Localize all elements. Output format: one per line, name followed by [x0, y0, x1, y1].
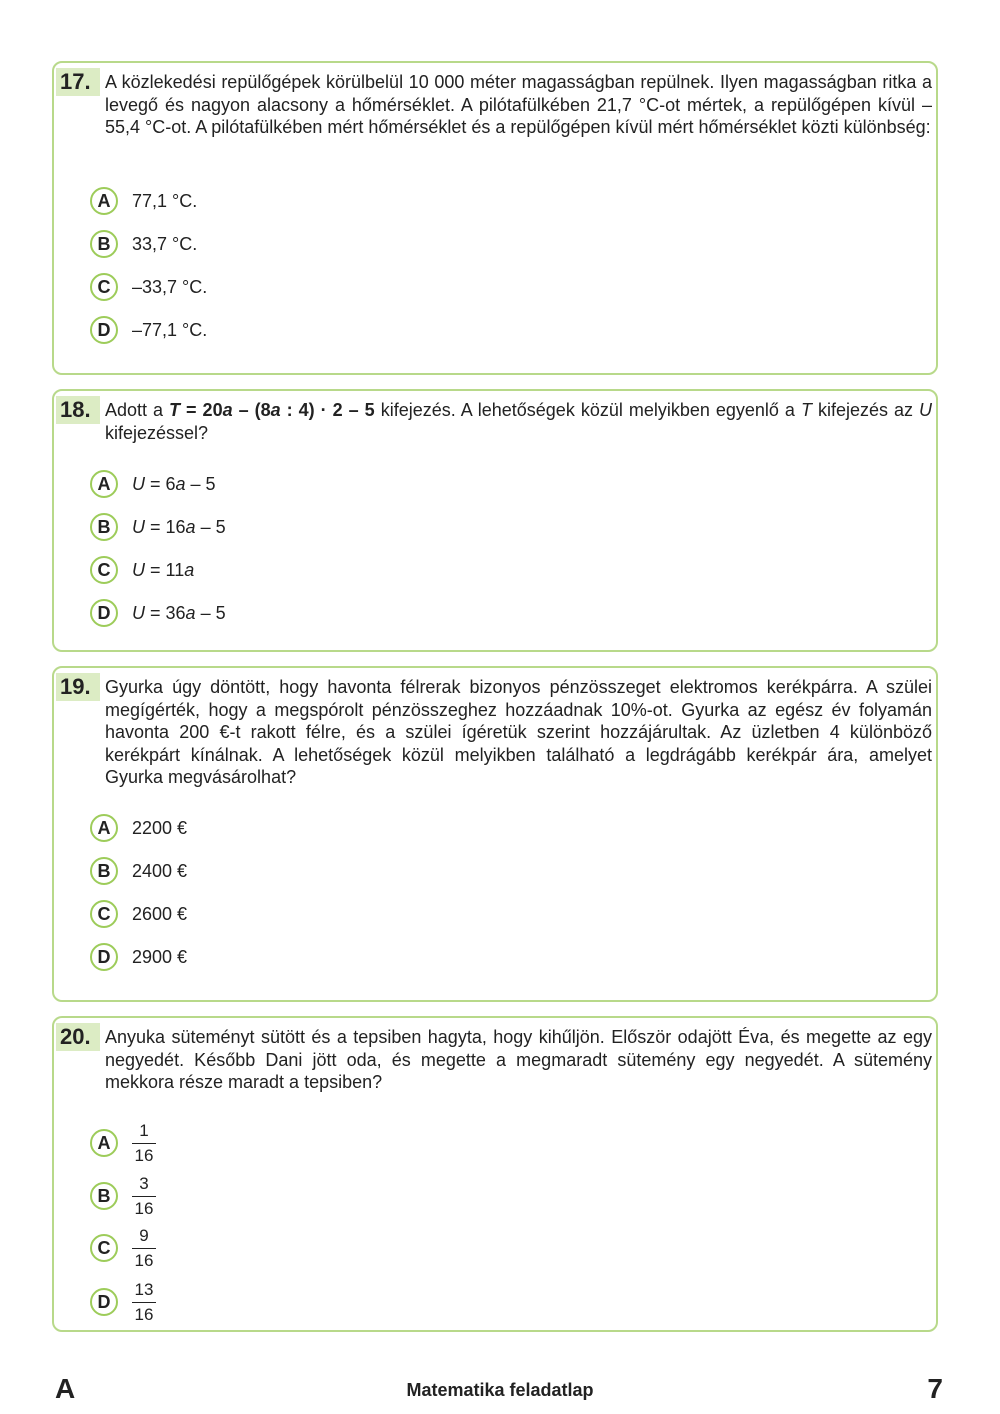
option-c[interactable]	[90, 899, 187, 929]
option-a[interactable]	[90, 186, 197, 216]
question-18	[52, 389, 938, 652]
option-fraction: $\frac{13}{16}$	[132, 1280, 156, 1325]
option-letter: A	[90, 470, 118, 498]
option-text: –77,1 °C.	[132, 319, 208, 340]
option-letter: B	[90, 1182, 118, 1210]
option-b[interactable]	[90, 512, 226, 542]
question-text: Gyurka úgy döntött, hogy havonta félrerak bizonyos pénzösszeget elektromos kerékpárra. A szülei megígérték, hogy a megspórolt pénzösszeghez hozzáadnak 10%-ot. Gyurka az egész év folyamán havonta 200 €-t rakott félre, és a szülei ígéretük szerint hozzájárultak. Az üzletben 4 különböző kerékpárt kínálnak. A lehetőségek közül melyikben található a legdrágább kerékpár ára, amelyet Gyurka megvásárolhat?	[105, 677, 932, 788]
page-number: 7	[927, 1373, 943, 1404]
question-number: 19.	[56, 673, 100, 701]
option-text: U = 6a – 5	[132, 473, 216, 494]
footer-title: Matematika feladatlap	[406, 1380, 594, 1400]
option-text: 33,7 °C.	[132, 233, 198, 254]
question-text: A közlekedési repülőgépek körülbelül 10 000 méter magasságban repülnek. Ilyen magasságban ritka a levegő és nagyon alacsony a hőmérséklet. A pilótafülkében 21,7 °C-ot mértek, a repülőgépen kívül –55,4 °C-ot. A pilótafülkében mért hőmérséklet és a repülőgépen kívül mért hőmérséklet közti különbség:	[105, 72, 932, 138]
option-fraction: $\frac{3}{16}$	[132, 1174, 156, 1219]
option-text: U = 36a – 5	[132, 602, 226, 623]
option-text: U = 16a – 5	[132, 516, 226, 537]
option-fraction: $\frac{1}{16}$	[132, 1121, 156, 1166]
option-text: U = 11a	[132, 559, 195, 580]
option-text: 2200 €	[132, 817, 188, 838]
option-c[interactable]	[90, 555, 194, 585]
option-letter: C	[90, 556, 118, 584]
option-fraction: $\frac{9}{16}$	[132, 1226, 156, 1271]
option-a[interactable]	[90, 813, 187, 843]
option-a[interactable]	[90, 1121, 156, 1165]
option-letter: A	[90, 187, 118, 215]
option-letter: D	[90, 599, 118, 627]
option-d[interactable]	[90, 1280, 156, 1324]
question-text: Anyuka süteményt sütött és a tepsiben hagyta, hogy kihűljön. Először odajött Éva, és megette az egy negyedét. Később Dani jött oda, és megette a megmaradt sütemény egy negyedét. A sütemény mekkora része maradt a tepsiben?	[105, 1027, 932, 1093]
option-letter: D	[90, 943, 118, 971]
footer-variant: A	[55, 1373, 76, 1404]
option-letter: B	[90, 513, 118, 541]
option-letter: B	[90, 857, 118, 885]
option-letter: D	[90, 316, 118, 344]
question-number: 18.	[56, 396, 100, 424]
option-text: 77,1 °C.	[132, 190, 198, 211]
option-letter: C	[90, 1234, 118, 1262]
option-d[interactable]	[90, 942, 187, 972]
option-letter: B	[90, 230, 118, 258]
option-letter: D	[90, 1288, 118, 1316]
option-letter: A	[90, 1129, 118, 1157]
option-text: 2400 €	[132, 860, 188, 881]
option-text: –33,7 °C.	[132, 276, 208, 297]
question-17	[52, 61, 938, 375]
option-text: 2900 €	[132, 946, 188, 967]
option-b[interactable]	[90, 856, 187, 886]
option-a[interactable]	[90, 469, 216, 499]
question-text: Adott a T = 20a – (8a : 4) · 2 – 5 kifejezés. A lehetőségek közül melyikben egyenlő a T kifejezés az U kifejezéssel?	[105, 400, 932, 443]
option-c[interactable]	[90, 272, 207, 302]
option-d[interactable]	[90, 315, 207, 345]
option-b[interactable]	[90, 1174, 156, 1218]
question-19	[52, 666, 938, 1002]
option-d[interactable]	[90, 598, 226, 628]
option-letter: C	[90, 273, 118, 301]
option-b[interactable]	[90, 229, 197, 259]
question-number: 17.	[56, 68, 100, 96]
option-c[interactable]	[90, 1226, 156, 1270]
question-number: 20.	[56, 1023, 100, 1051]
question-20	[52, 1016, 938, 1332]
option-text: 2600 €	[132, 903, 188, 924]
option-letter: A	[90, 814, 118, 842]
option-letter: C	[90, 900, 118, 928]
